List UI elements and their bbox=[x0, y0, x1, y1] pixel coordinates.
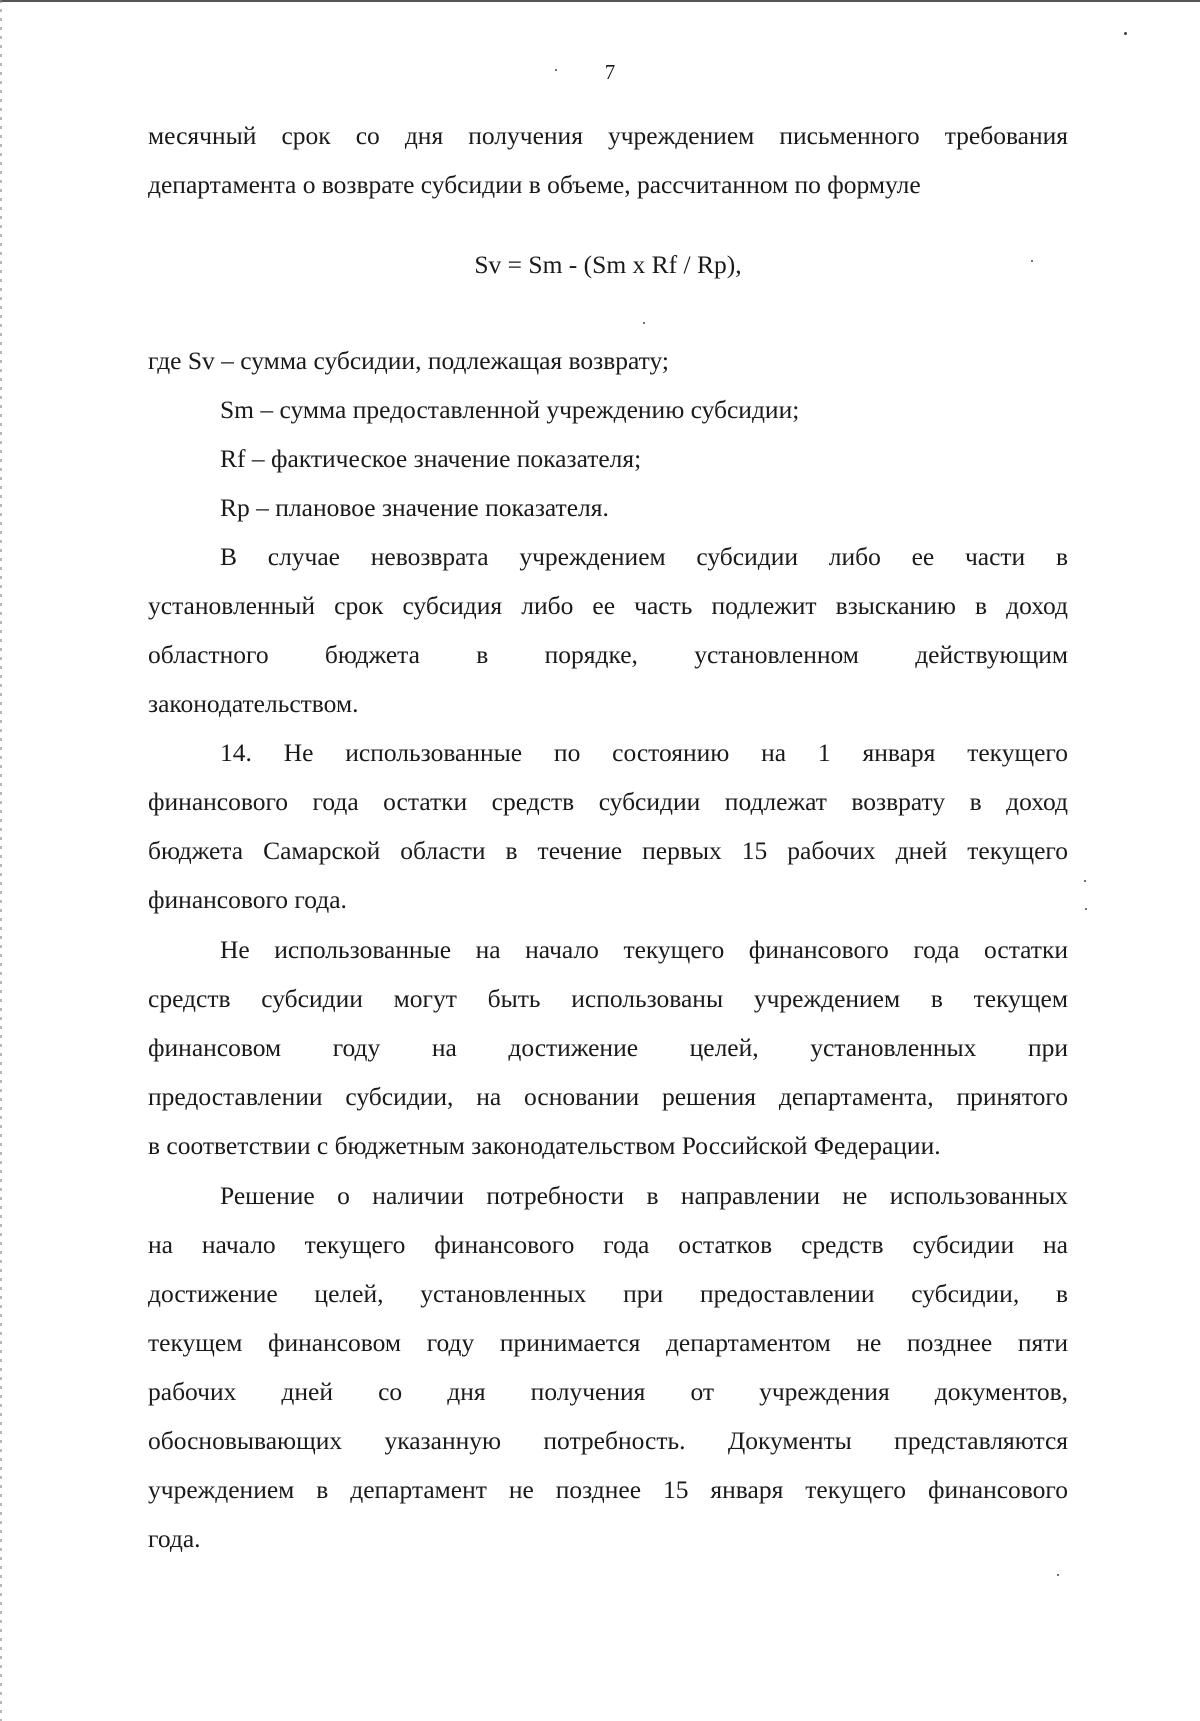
paragraph-3-line-4: финансового года. bbox=[148, 885, 347, 914]
paragraph-5-line-3: достижение целей, установленных при предоставлении субсидии, в bbox=[148, 1279, 1068, 1308]
paragraph-3-line-3: бюджета Самарской области в течение первых 15 рабочих дней текущего bbox=[148, 836, 1068, 865]
formula-legend-rp: Rp – плановое значение показателя. bbox=[220, 493, 609, 522]
scan-speck bbox=[1124, 32, 1127, 35]
scan-speck bbox=[1084, 880, 1086, 882]
paragraph-2-line-2: установленный срок субсидия либо ее часть подлежит взысканию в доход bbox=[148, 591, 1068, 620]
scan-left-edge bbox=[0, 0, 2, 1721]
paragraph-2-line-3: областного бюджета в порядке, установленном действующим bbox=[148, 640, 1068, 669]
paragraph-3-line-2: финансового года остатки средств субсидии подлежат возврату в доход bbox=[148, 787, 1068, 816]
paragraph-5-line-6: обосновывающих указанную потребность. Документы представляются bbox=[148, 1426, 1068, 1455]
formula-legend-rf: Rf – фактическое значение показателя; bbox=[220, 444, 642, 473]
scan-speck bbox=[643, 322, 645, 324]
scan-top-border bbox=[0, 0, 1200, 2]
paragraph-5-line-4: текущем финансовом году принимается департаментом не позднее пяти bbox=[148, 1328, 1068, 1357]
paragraph-2-line-1: В случае невозврата учреждением субсидии либо ее части в bbox=[220, 542, 1068, 571]
paragraph-3-line-1: 14. Не использованные по состоянию на 1 января текущего bbox=[220, 738, 1068, 767]
paragraph-5-line-5: рабочих дней со дня получения от учреждения документов, bbox=[148, 1377, 1068, 1406]
formula-legend-sv: где Sv – сумма субсидии, подлежащая возврату; bbox=[148, 346, 669, 375]
scan-speck bbox=[1031, 260, 1033, 262]
paragraph-4-line-3: финансовом году на достижение целей, установленных при bbox=[148, 1033, 1068, 1062]
paragraph-4-line-4: предоставлении субсидии, на основании решения департамента, принятого bbox=[148, 1082, 1068, 1111]
paragraph-5-line-7: учреждением в департамент не позднее 15 января текущего финансового bbox=[148, 1475, 1068, 1504]
paragraph-1-line-1: месячный срок со дня получения учреждением письменного требования bbox=[148, 121, 1068, 150]
paragraph-5-line-8: года. bbox=[148, 1524, 201, 1553]
paragraph-5-line-2: на начало текущего финансового года остатков средств субсидии на bbox=[148, 1230, 1068, 1259]
paragraph-5-line-1: Решение о наличии потребности в направлении не использованных bbox=[220, 1181, 1068, 1210]
scan-speck bbox=[1085, 908, 1087, 910]
scan-speck bbox=[555, 69, 557, 71]
paragraph-1-line-2: департамента о возврате субсидии в объеме, рассчитанном по формуле bbox=[148, 170, 921, 199]
scan-speck bbox=[1057, 1574, 1059, 1576]
paragraph-4-line-2: средств субсидии могут быть использованы учреждением в текущем bbox=[148, 984, 1068, 1013]
page-number: 7 bbox=[604, 60, 616, 84]
paragraph-4-line-5: в соответствии с бюджетным законодательством Российской Федерации. bbox=[148, 1131, 941, 1160]
formula: Sv = Sm - (Sm x Rf / Rp), bbox=[474, 250, 742, 279]
paragraph-2-line-4: законодательством. bbox=[148, 689, 359, 718]
formula-legend-sm: Sm – сумма предоставленной учреждению субсидии; bbox=[220, 395, 800, 424]
paragraph-4-line-1: Не использованные на начало текущего финансового года остатки bbox=[220, 935, 1068, 964]
